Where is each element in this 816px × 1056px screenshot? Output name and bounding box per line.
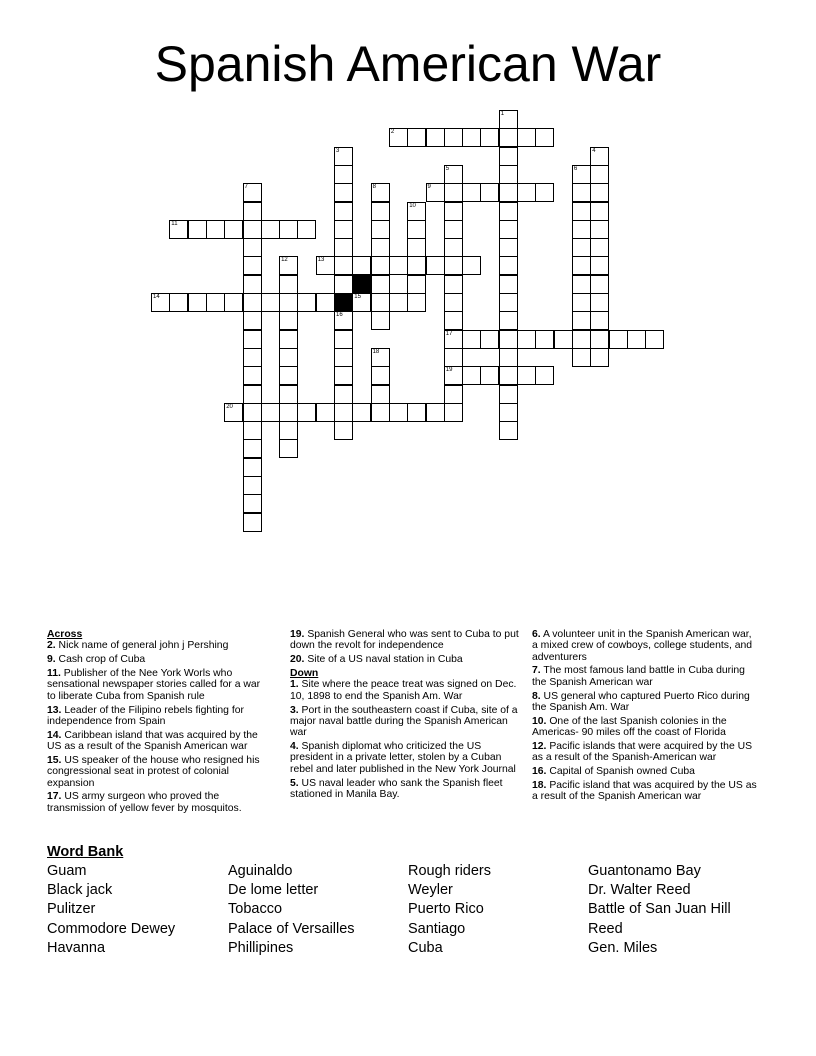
grid-cell[interactable] bbox=[590, 256, 609, 275]
grid-cell[interactable] bbox=[609, 330, 628, 349]
clue-across-11: 11. Publisher of the Nee York Worls who sensational newspaper stories called for a war to liberate Cuba from Spanish rule bbox=[47, 668, 261, 702]
grid-cell[interactable] bbox=[535, 366, 554, 385]
grid-cell[interactable] bbox=[535, 330, 554, 349]
word-bank-item: Palace of Versailles bbox=[228, 920, 355, 937]
grid-cell[interactable] bbox=[572, 293, 591, 312]
grid-cell[interactable] bbox=[517, 128, 536, 147]
clue-number: 9 bbox=[427, 184, 431, 191]
grid-cell[interactable] bbox=[462, 183, 481, 202]
grid-cell[interactable] bbox=[572, 183, 591, 202]
grid-cell[interactable] bbox=[407, 256, 426, 275]
grid-cell[interactable] bbox=[499, 403, 518, 422]
grid-cell[interactable] bbox=[590, 220, 609, 239]
grid-cell[interactable] bbox=[151, 293, 170, 312]
clue-number: 20 bbox=[226, 403, 233, 410]
grid-cell[interactable] bbox=[590, 311, 609, 330]
grid-cell[interactable] bbox=[572, 330, 591, 349]
clue-number: 12 bbox=[281, 257, 288, 264]
word-bank-item: Commodore Dewey bbox=[47, 920, 176, 937]
grid-cell[interactable] bbox=[407, 403, 426, 422]
grid-cell[interactable] bbox=[243, 348, 262, 367]
grid-cell[interactable] bbox=[517, 366, 536, 385]
grid-cell[interactable] bbox=[243, 293, 262, 312]
grid-cell[interactable] bbox=[334, 385, 353, 404]
grid-cell[interactable] bbox=[371, 256, 390, 275]
grid-cell[interactable] bbox=[279, 385, 298, 404]
clue-down-18: 18. Pacific island that was acquired by the US as a result of the Spanish American war bbox=[532, 780, 757, 803]
grid-cell[interactable] bbox=[334, 366, 353, 385]
clue-down-5: 5. US naval leader who sank the Spanish fleet stationed in Manila Bay. bbox=[290, 777, 503, 800]
grid-cell[interactable] bbox=[389, 128, 408, 147]
grid-cell[interactable] bbox=[590, 165, 609, 184]
word-bank-item: Tobacco bbox=[228, 901, 283, 918]
grid-cell[interactable] bbox=[572, 348, 591, 367]
grid-cell[interactable] bbox=[297, 403, 316, 422]
clue-number: 10 bbox=[409, 202, 416, 209]
word-bank-column-4 bbox=[588, 862, 731, 958]
grid-cell[interactable] bbox=[590, 275, 609, 294]
clue-number: 17 bbox=[445, 330, 453, 337]
grid-cell[interactable] bbox=[334, 311, 353, 330]
grid-cell[interactable] bbox=[444, 366, 463, 385]
grid-cell[interactable] bbox=[371, 385, 390, 404]
grid-cell[interactable] bbox=[462, 330, 481, 349]
grid-cell[interactable] bbox=[243, 476, 262, 495]
clue-across-17: 17. US army surgeon who proved the transmission of yellow fever by mosquitos. bbox=[47, 791, 242, 814]
grid-cell[interactable] bbox=[407, 293, 426, 312]
word-bank-item: Pulitzer bbox=[47, 901, 96, 918]
clue-number: 5 bbox=[445, 165, 450, 172]
word-bank-item: Weyler bbox=[408, 882, 453, 899]
grid-cell[interactable] bbox=[371, 183, 390, 202]
word-bank-item: De lome letter bbox=[228, 882, 319, 899]
grid-cell[interactable] bbox=[499, 147, 518, 166]
grid-cell[interactable] bbox=[334, 256, 353, 275]
grid-cell[interactable] bbox=[480, 183, 499, 202]
word-bank-column-2 bbox=[228, 862, 355, 958]
word-bank-item: Santiago bbox=[408, 920, 466, 937]
clue-down-10: 10. One of the last Spanish colonies in the Americas- 90 miles off the coast of Florida bbox=[532, 715, 727, 739]
grid-cell[interactable] bbox=[243, 439, 262, 458]
grid-cell[interactable] bbox=[206, 220, 225, 239]
grid-cell[interactable] bbox=[572, 202, 591, 221]
grid-cell[interactable] bbox=[444, 220, 463, 239]
clue-number: 13 bbox=[317, 257, 325, 264]
grid-cell[interactable] bbox=[243, 275, 262, 294]
word-bank-item: Battle of San Juan Hill bbox=[588, 901, 731, 918]
grid-cell[interactable] bbox=[444, 385, 463, 404]
grid-cell[interactable] bbox=[499, 202, 518, 221]
grid-cell[interactable] bbox=[499, 238, 518, 257]
grid-cell[interactable] bbox=[480, 128, 499, 147]
clue-down-3: 3. Port in the southeastern coast if Cuba, site of a major naval battle during the Spanish American war bbox=[290, 704, 518, 739]
grid-cell[interactable] bbox=[279, 348, 298, 367]
grid-cell[interactable] bbox=[371, 403, 390, 422]
grid-cell[interactable] bbox=[627, 330, 646, 349]
grid-cell[interactable] bbox=[444, 293, 463, 312]
grid-cell[interactable] bbox=[279, 439, 298, 458]
grid-cell[interactable] bbox=[499, 385, 518, 404]
clue-down-7: 7. The most famous land battle in Cuba during the Spanish American war bbox=[532, 665, 745, 688]
grid-cell[interactable] bbox=[261, 220, 280, 239]
grid-cell[interactable] bbox=[316, 403, 335, 422]
grid-cell[interactable] bbox=[499, 330, 518, 349]
grid-cell[interactable] bbox=[279, 366, 298, 385]
grid-cell[interactable] bbox=[371, 220, 390, 239]
clues-column-3 bbox=[532, 629, 758, 805]
black-cell bbox=[352, 275, 371, 294]
word-bank-item: Black jack bbox=[47, 882, 113, 899]
grid-cell[interactable] bbox=[480, 330, 499, 349]
grid-cell[interactable] bbox=[279, 275, 298, 294]
grid-cell[interactable] bbox=[444, 348, 463, 367]
grid-cell[interactable] bbox=[645, 330, 664, 349]
clue-across-2: 2. Nick name of general john j Pershing bbox=[47, 640, 229, 652]
grid-cell[interactable] bbox=[371, 202, 390, 221]
clue-down-16: 16. Capital of Spanish owned Cuba bbox=[532, 766, 695, 778]
grid-cell[interactable] bbox=[224, 293, 243, 312]
grid-cell[interactable] bbox=[535, 128, 554, 147]
clue-across-15: 15. US speaker of the house who resigned his congressional seat in protest of colonial expansion bbox=[47, 754, 260, 789]
grid-cell[interactable] bbox=[444, 202, 463, 221]
grid-cell[interactable] bbox=[407, 238, 426, 257]
grid-cell[interactable] bbox=[462, 128, 481, 147]
grid-cell[interactable] bbox=[572, 165, 591, 184]
word-bank-item: Dr. Walter Reed bbox=[588, 882, 691, 899]
grid-cell[interactable] bbox=[554, 330, 573, 349]
grid-cell[interactable] bbox=[535, 183, 554, 202]
grid-cell[interactable] bbox=[444, 183, 463, 202]
grid-cell[interactable] bbox=[444, 256, 463, 275]
grid-cell[interactable] bbox=[590, 147, 609, 166]
grid-cell[interactable] bbox=[444, 165, 463, 184]
clue-number: 15 bbox=[354, 294, 361, 300]
grid-cell[interactable] bbox=[243, 202, 262, 221]
grid-cell[interactable] bbox=[572, 256, 591, 275]
grid-cell[interactable] bbox=[243, 403, 262, 422]
page-title: Spanish American War bbox=[154, 36, 662, 92]
grid-cell[interactable] bbox=[517, 330, 536, 349]
grid-cell[interactable] bbox=[334, 348, 353, 367]
grid-cell[interactable] bbox=[334, 165, 353, 184]
grid-cell[interactable] bbox=[243, 330, 262, 349]
grid-cell[interactable] bbox=[334, 238, 353, 257]
grid-cell[interactable] bbox=[499, 256, 518, 275]
across-heading: Across bbox=[47, 629, 83, 640]
grid-cell[interactable] bbox=[462, 256, 481, 275]
clue-number: 6 bbox=[573, 165, 578, 172]
grid-cell[interactable] bbox=[261, 403, 280, 422]
clue-number: 14 bbox=[153, 294, 160, 300]
grid-cell[interactable] bbox=[188, 293, 207, 312]
grid-cell[interactable] bbox=[243, 183, 262, 202]
clue-number: 8 bbox=[372, 184, 376, 191]
grid-cell[interactable] bbox=[279, 220, 298, 239]
grid-cell[interactable] bbox=[243, 385, 262, 404]
clue-across-14: 14. Caribbean island that was acquired by the US as a result of the Spanish American war bbox=[47, 729, 258, 753]
grid-cell[interactable] bbox=[499, 110, 518, 129]
grid-cell[interactable] bbox=[316, 256, 335, 275]
clue-across-9: 9. Cash crop of Cuba bbox=[47, 654, 146, 666]
grid-cell[interactable] bbox=[407, 220, 426, 239]
grid-cell[interactable] bbox=[243, 421, 262, 440]
clue-down-6: 6. A volunteer unit in the Spanish American war, a mixed crew of cowboys, college students, and adventurers bbox=[532, 629, 753, 663]
grid-cell[interactable] bbox=[407, 275, 426, 294]
grid-cell[interactable] bbox=[499, 165, 518, 184]
word-bank-heading: Word Bank bbox=[47, 844, 124, 860]
grid-cell[interactable] bbox=[572, 238, 591, 257]
word-bank-column-3 bbox=[408, 862, 491, 958]
grid-cell[interactable] bbox=[371, 275, 390, 294]
grid-cell[interactable] bbox=[334, 220, 353, 239]
clue-number: 16 bbox=[336, 312, 343, 319]
word-bank-item: Guam bbox=[47, 863, 87, 879]
grid-cell[interactable] bbox=[444, 330, 463, 349]
grid-cell[interactable] bbox=[334, 202, 353, 221]
grid-cell[interactable] bbox=[462, 366, 481, 385]
grid-cell[interactable] bbox=[590, 183, 609, 202]
grid-cell[interactable] bbox=[371, 311, 390, 330]
grid-cell[interactable] bbox=[590, 238, 609, 257]
grid-cell[interactable] bbox=[371, 366, 390, 385]
grid-cell[interactable] bbox=[389, 256, 408, 275]
word-bank-item: Cuba bbox=[408, 939, 443, 956]
grid-cell[interactable] bbox=[352, 256, 371, 275]
grid-cell[interactable] bbox=[590, 330, 609, 349]
grid-cell[interactable] bbox=[444, 128, 463, 147]
grid-cell[interactable] bbox=[206, 293, 225, 312]
grid-cell[interactable] bbox=[426, 256, 445, 275]
grid-cell[interactable] bbox=[444, 311, 463, 330]
grid-cell[interactable] bbox=[334, 403, 353, 422]
grid-cell[interactable] bbox=[499, 293, 518, 312]
clue-number: 7 bbox=[244, 184, 248, 191]
grid-cell[interactable] bbox=[499, 275, 518, 294]
grid-cell[interactable] bbox=[243, 366, 262, 385]
word-bank-item: Reed bbox=[588, 920, 623, 937]
clue-number: 19 bbox=[445, 367, 453, 374]
grid-cell[interactable] bbox=[334, 421, 353, 440]
grid-cell[interactable] bbox=[499, 348, 518, 367]
grid-cell[interactable] bbox=[590, 293, 609, 312]
grid-cell[interactable] bbox=[389, 293, 408, 312]
word-bank-item: Gen. Miles bbox=[588, 939, 658, 956]
grid-cell[interactable] bbox=[279, 311, 298, 330]
grid-cell[interactable] bbox=[243, 220, 262, 239]
grid-cell[interactable] bbox=[590, 348, 609, 367]
clues-column-2 bbox=[290, 629, 525, 803]
clue-down-12: 12. Pacific islands that were acquired by the US as a result of the Spanish-American war bbox=[532, 741, 753, 764]
grid-cell[interactable] bbox=[334, 147, 353, 166]
grid-cell[interactable] bbox=[444, 403, 463, 422]
grid-cell[interactable] bbox=[279, 256, 298, 275]
grid-cell[interactable] bbox=[334, 275, 353, 294]
grid-cell[interactable] bbox=[499, 311, 518, 330]
grid-cell[interactable] bbox=[426, 128, 445, 147]
grid-cell[interactable] bbox=[389, 403, 408, 422]
grid-cell[interactable] bbox=[243, 311, 262, 330]
grid-cell[interactable] bbox=[407, 128, 426, 147]
grid-cell[interactable] bbox=[352, 403, 371, 422]
clue-down-4: 4. Spanish diplomat who criticized the US president in a private letter, stolen by a Cuban rebel and later published in the New York Journal bbox=[290, 741, 516, 775]
word-bank-item: Rough riders bbox=[408, 863, 492, 879]
clue-across-13: 13. Leader of the Filipino rebels fighting for independence from Spain bbox=[47, 704, 244, 727]
grid-cell[interactable] bbox=[517, 183, 536, 202]
grid-cell[interactable] bbox=[371, 348, 390, 367]
grid-cell[interactable] bbox=[499, 220, 518, 239]
grid-cell[interactable] bbox=[371, 238, 390, 257]
grid-cell[interactable] bbox=[188, 220, 207, 239]
clue-number: 3 bbox=[336, 147, 340, 154]
clue-number: 1 bbox=[500, 111, 505, 117]
clue-across-20: 20. Site of a US naval station in Cuba bbox=[290, 654, 463, 666]
clue-down-8: 8. US general who captured Puerto Rico during the Spanish Am. War bbox=[532, 690, 750, 713]
grid-cell[interactable] bbox=[407, 202, 426, 221]
grid-cell[interactable] bbox=[297, 293, 316, 312]
word-bank-item: Aguinaldo bbox=[228, 863, 293, 879]
grid-cell[interactable] bbox=[279, 293, 298, 312]
word-bank-item: Havanna bbox=[47, 939, 106, 956]
grid-cell[interactable] bbox=[279, 421, 298, 440]
grid-cell[interactable] bbox=[572, 311, 591, 330]
grid-cell[interactable] bbox=[224, 403, 243, 422]
grid-cell[interactable] bbox=[352, 293, 371, 312]
grid-cell[interactable] bbox=[334, 183, 353, 202]
black-cell bbox=[334, 293, 353, 312]
grid-cell[interactable] bbox=[243, 458, 262, 477]
grid-cell[interactable] bbox=[243, 238, 262, 257]
grid-cell[interactable] bbox=[444, 238, 463, 257]
grid-cell[interactable] bbox=[261, 293, 280, 312]
clue-number: 4 bbox=[592, 147, 596, 154]
grid-cell[interactable] bbox=[499, 183, 518, 202]
grid-cell[interactable] bbox=[169, 293, 188, 312]
grid-cell[interactable] bbox=[426, 183, 445, 202]
grid-cell[interactable] bbox=[444, 275, 463, 294]
down-heading: Down bbox=[290, 668, 319, 680]
clue-number: 2 bbox=[390, 129, 395, 136]
clue-across-19: 19. Spanish General who was sent to Cuba to put down the revolt for independence bbox=[290, 629, 519, 652]
grid-cell[interactable] bbox=[572, 220, 591, 239]
grid-cell[interactable] bbox=[243, 494, 262, 513]
grid-cell[interactable] bbox=[243, 513, 262, 532]
grid-cell[interactable] bbox=[279, 330, 298, 349]
grid-cell[interactable] bbox=[297, 220, 316, 239]
grid-cell[interactable] bbox=[590, 202, 609, 221]
word-bank-item: Guantonamo Bay bbox=[588, 863, 701, 879]
grid-cell[interactable] bbox=[169, 220, 188, 239]
clues-column-1 bbox=[47, 629, 269, 817]
clue-number: 18 bbox=[372, 348, 380, 355]
grid-cell[interactable] bbox=[279, 403, 298, 422]
grid-cell[interactable] bbox=[426, 403, 445, 422]
grid-cell[interactable] bbox=[334, 330, 353, 349]
grid-cell[interactable] bbox=[316, 293, 335, 312]
clue-number: 11 bbox=[171, 220, 178, 227]
grid-cell[interactable] bbox=[224, 220, 243, 239]
grid-cell[interactable] bbox=[371, 293, 390, 312]
grid-cell[interactable] bbox=[572, 275, 591, 294]
grid-cell[interactable] bbox=[499, 128, 518, 147]
grid-cell[interactable] bbox=[499, 366, 518, 385]
word-bank-item: Puerto Rico bbox=[408, 901, 484, 918]
grid-cell[interactable] bbox=[480, 366, 499, 385]
clue-down-1: 1. Site where the peace treat was signed on Dec. 10, 1898 to end the Spanish Am. War bbox=[290, 679, 517, 702]
word-bank-column-1 bbox=[47, 862, 175, 958]
grid-cell[interactable] bbox=[499, 421, 518, 440]
grid-cell[interactable] bbox=[243, 256, 262, 275]
word-bank-item: Phillipines bbox=[228, 939, 294, 956]
